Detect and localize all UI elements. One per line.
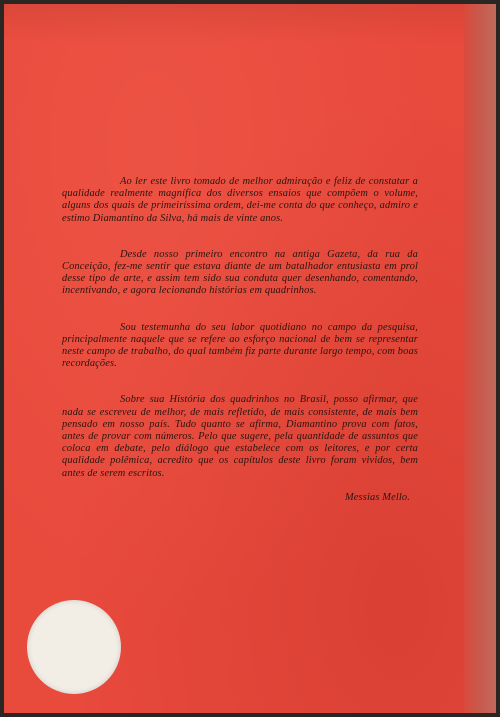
round-white-sticker xyxy=(27,600,121,694)
cover-top-shading xyxy=(4,4,496,44)
blurb-paragraph-3: Sou testemunha do seu labor quotidiano no campo da pesquisa, principalmente naquele que se refere ao esforço nacional de bem se representar neste campo de trabalho, do qual também fiz parte durante largo tempo, com boas recordações. xyxy=(62,321,418,370)
blurb-paragraph-4: Sobre sua História dos quadrinhos no Brasil, posso afirmar, que nada se escreveu de melhor, de mais refletido, de mais consistente, de mais bem pensado em nosso país. Tudo quanto se afirma, Diamantino prova com fatos, antes de provar com números. Pelo que sugere, pela quantidade de assuntos que coloca em debate, pelo diálogo que estabelece com os leitores, e por certa qualidade polêmica, acredito que os capítulos deste livro foram vividos, bem antes de serem escritos. xyxy=(62,394,418,479)
blurb-paragraph-1: Ao ler este livro tomado de melhor admiração e feliz de constatar a qualidade realmente magnífica dos diversos ensaios que compõem o volume, alguns dos quais de primeiríssima ordem, dei-me conta do que conheço, admiro e estimo Diamantino da Silva, há mais de vinte anos. xyxy=(62,176,418,224)
cover-edge-strip xyxy=(464,4,496,713)
blurb-text xyxy=(62,176,418,504)
blurb-paragraph-2: Desde nosso primeiro encontro na antiga Gazeta, da rua da Conceição, fez-me sentir que estava diante de um batalhador entusiasta em prol desse tipo de arte, e assim tem sido sua conduta quer desenhando, comentando, incentivando, e agora lecionando histórias em quadrinhos. xyxy=(62,248,418,297)
author-signature: Messias Mello. xyxy=(344,491,410,503)
